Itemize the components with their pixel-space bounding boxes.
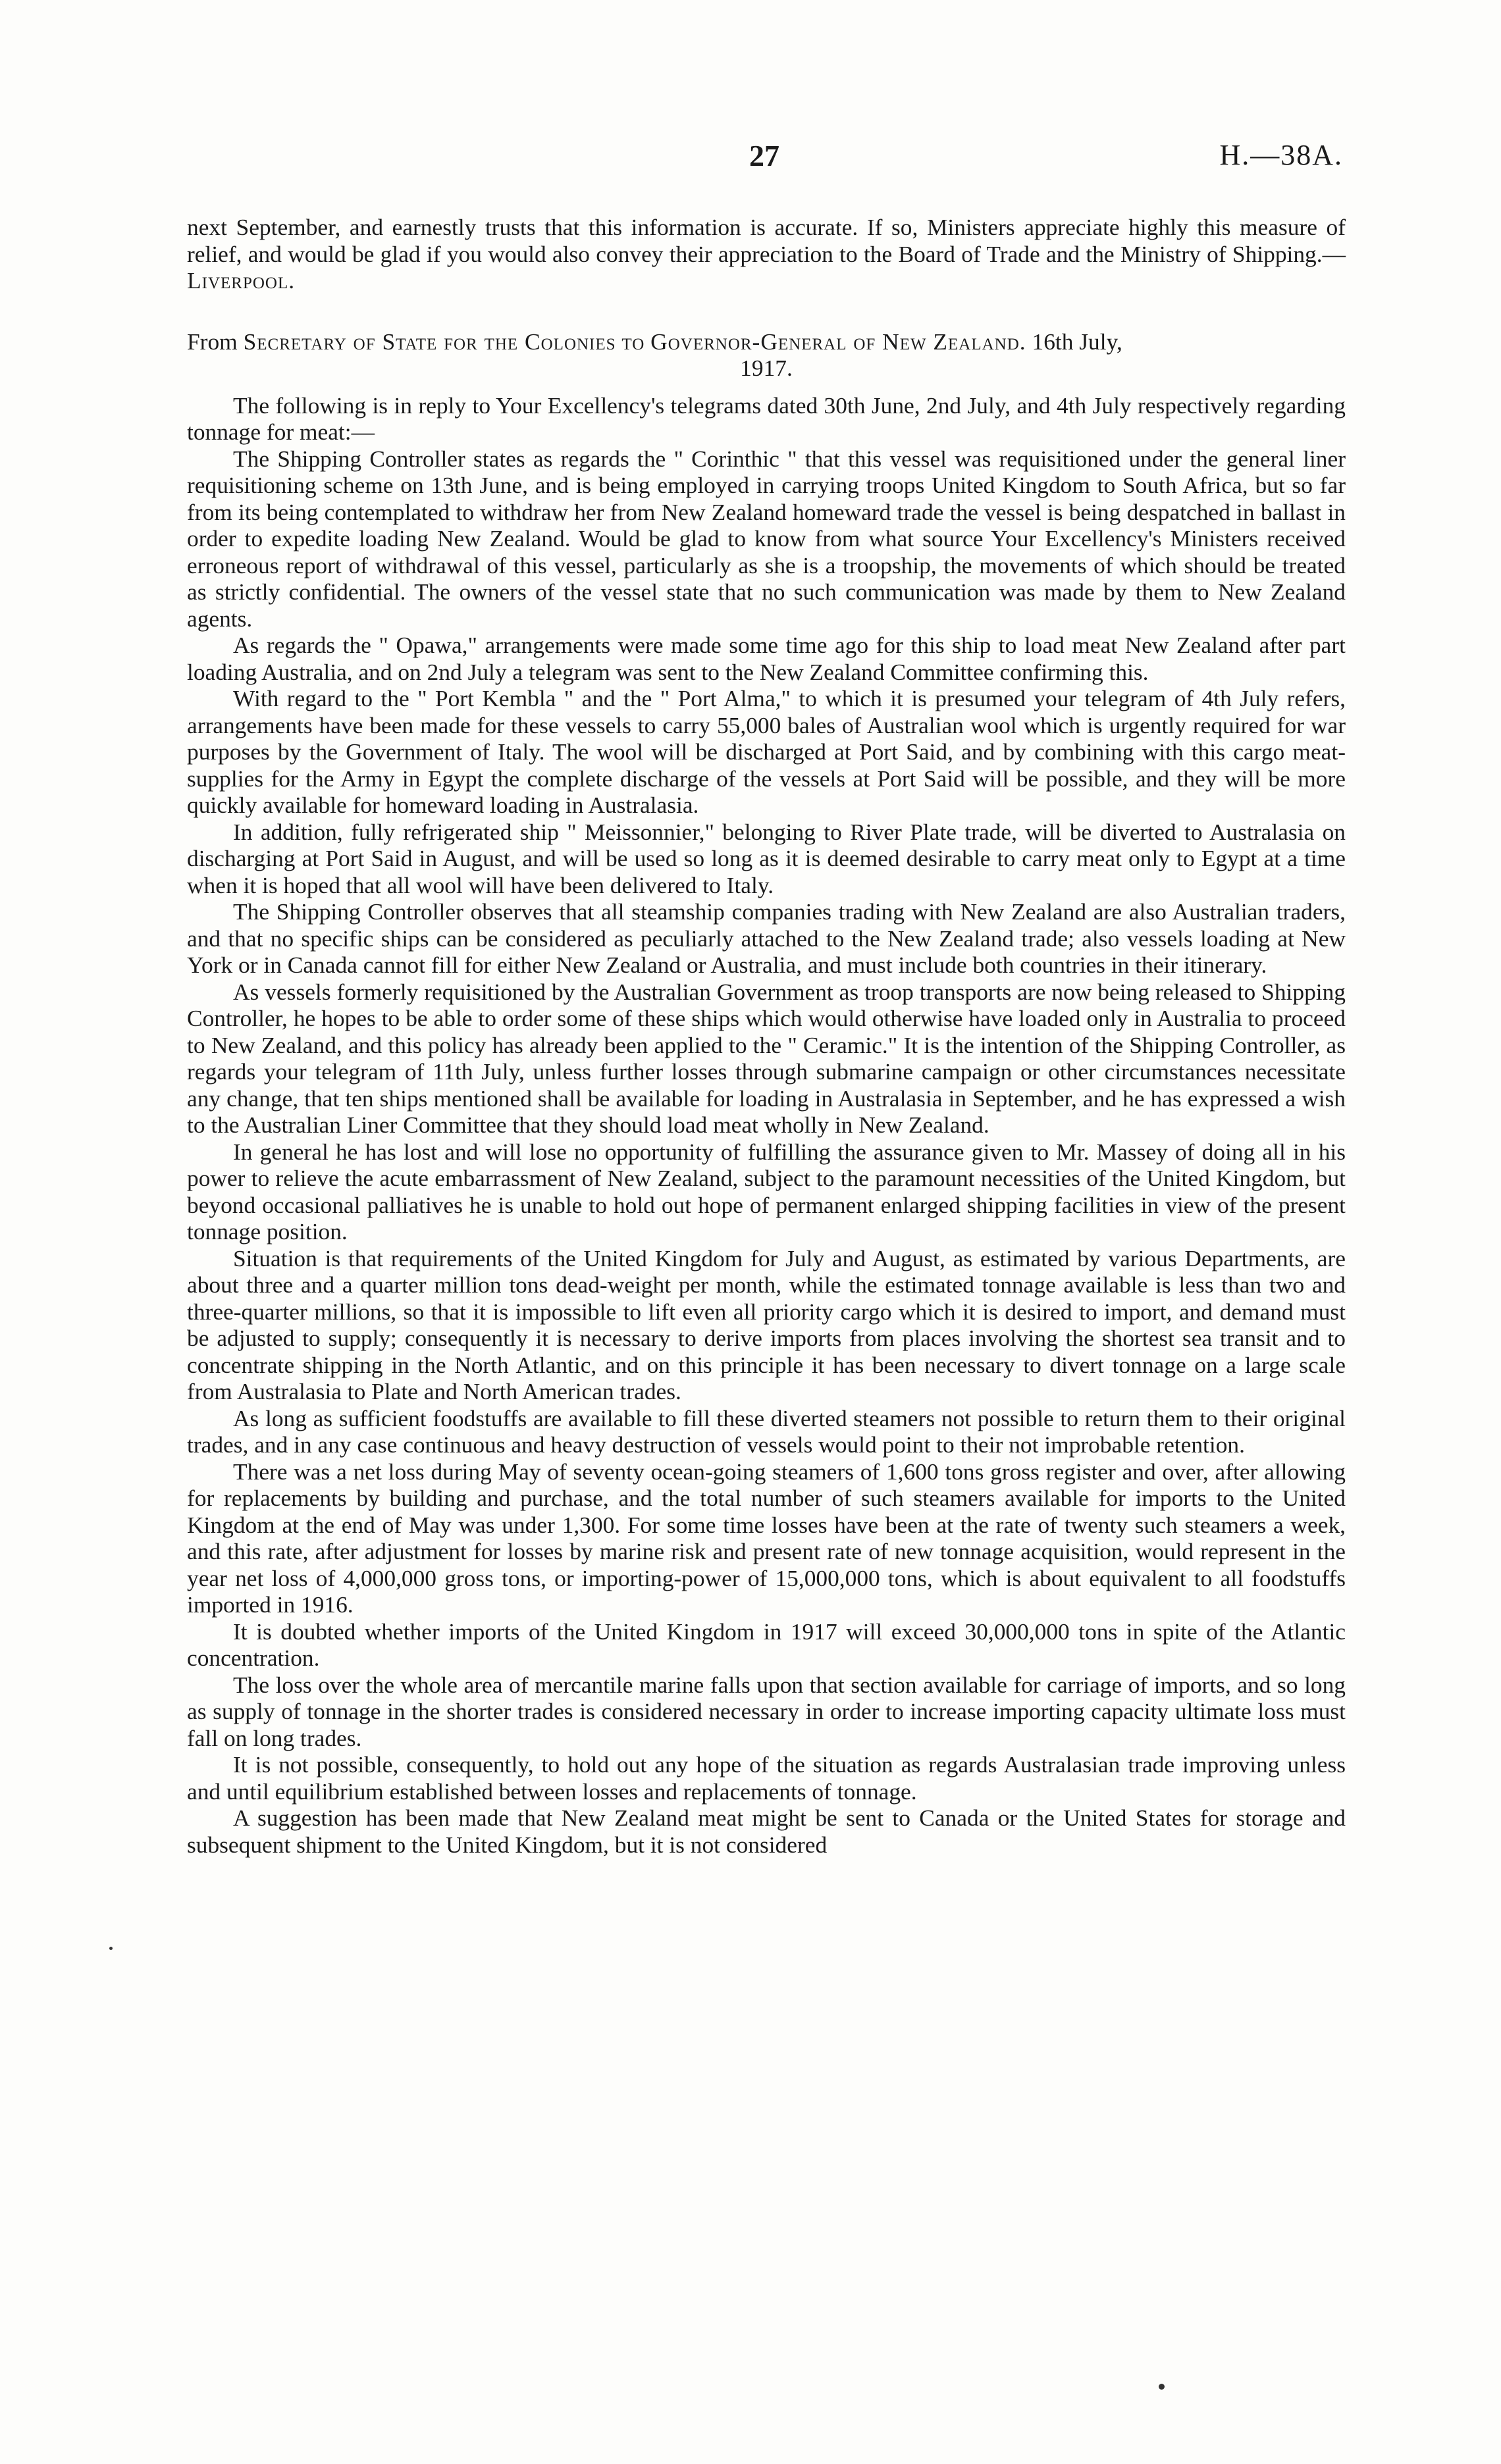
heading-to-label: to: [621, 328, 645, 355]
body-paragraph-10: As long as sufficient foodstuffs are available to fill these diverted steamers not possible to return them to their original trades, and in any case continuous and heavy destruction of vessels would point to their not improbable retention.: [187, 1404, 1346, 1458]
body-paragraph-4: With regard to the " Port Kembla " and the " Port Alma," to which it is presumed your telegram of 4th July refers, arrangements have been made for these vessels to carry 55,000 bales of Australian wool which is urgently required for war purposes by the Government of Italy. The wool will be discharged at Port Said, and by combining with this cargo meat-supplies for the Army in Egypt the complete discharge of the vessels at Port Said will be possible, and they will be more quickly available for homeward loading in Australasia.: [187, 685, 1346, 818]
telegram-heading: [187, 328, 1346, 382]
body-paragraph-12: It is doubted whether imports of the United Kingdom in 1917 will exceed 30,000,000 tons in spite of the Atlantic concentration.: [187, 1618, 1346, 1671]
heading-year: 1917.: [740, 355, 793, 381]
intro-text: next September, and earnestly trusts that this information is accurate. If so, Ministers appreciate highly this measure of relief, and would be glad if you would also convey their appreciation to the Board of Trade and the Ministry of Shipping.—: [187, 214, 1346, 267]
ink-speck: [1159, 2384, 1165, 2390]
body-paragraph-7: As vessels formerly requisitioned by the Australian Government as troop transports are now being released to Shipping Controller, he hopes to be able to order some of these ships which would otherwise have loaded only in Australia to proceed to New Zealand, and this policy has already been applied to the " Ceramic." It is the intention of the Shipping Controller, as regards your telegram of 11th July, unless further losses through submarine campaign or other circumstances necessitate any change, that ten ships mentioned shall be available for loading in Australasia in September, and he has expressed a wish to the Australian Liner Committee that they should load meat wholly in New Zealand.: [187, 978, 1346, 1138]
body-paragraph-11: There was a net loss during May of seventy ocean-going steamers of 1,600 tons gross register and over, after allowing for replacements by building and purchase, and the total number of such steamers available for imports to the United Kingdom at the end of May was under 1,300. For some time losses have been at the rate of twenty such steamers a week, and this rate, after adjustment for losses by marine risk and present rate of new tonnage acquisition, would represent in the year net loss of 4,000,000 gross tons, or importing-power of 15,000,000 tons, which is about equivalent to all foodstuffs imported in 1916.: [187, 1458, 1346, 1618]
document-body: [187, 214, 1346, 1858]
page-number: 27: [749, 139, 779, 172]
heading-date: 16th July,: [1032, 328, 1122, 355]
body-paragraph-3: As regards the " Opawa," arrangements were made some time ago for this ship to load meat New Zealand after part loading Australia, and on 2nd July a telegram was sent to the New Zealand Committee confirming this.: [187, 632, 1346, 685]
ink-speck-left: [109, 1947, 113, 1950]
intro-signature: Liverpool.: [187, 267, 296, 294]
series-reference: H.—38A.: [1219, 139, 1343, 171]
body-paragraph-6: The Shipping Controller observes that all steamship companies trading with New Zealand are also Australian traders, and that no specific ships can be considered as peculiarly attached to the New Zealand trade; also vessels loading at New York or in Canada cannot fill for either New Zealand or Australia, and must include both countries in their itinerary.: [187, 898, 1346, 978]
page-header: [0, 138, 1501, 178]
body-paragraph-14: It is not possible, consequently, to hold out any hope of the situation as regards Australasian trade improving unless and until equilibrium established between losses and replacements of tonnage.: [187, 1751, 1346, 1805]
body-paragraph-5: In addition, fully refrigerated ship " Meissonnier," belonging to River Plate trade, will be diverted to Australasia on discharging at Port Said in August, and will be used so long as it is deemed desirable to carry meat only to Egypt at a time when it is hoped that all wool will have been delivered to Italy.: [187, 818, 1346, 898]
heading-from-label: From: [187, 328, 238, 355]
heading-recipient: Governor-General of New Zealand.: [650, 328, 1026, 355]
body-paragraph-2: The Shipping Controller states as regards the " Corinthic " that this vessel was requisitioned under the general liner requisitioning scheme on 13th June, and is being employed in carrying troops United Kingdom to South Africa, but so far from its being contemplated to withdraw her from New Zealand homeward trade the vessel is being despatched in ballast in order to expedite loading New Zealand. Would be glad to know from what source Your Excellency's Ministers received erroneous report of withdrawal of this vessel, particularly as she is a troopship, the movements of which should be treated as strictly confidential. The owners of the vessel state that no such communication was made by them to New Zealand agents.: [187, 445, 1346, 632]
body-paragraph-9: Situation is that requirements of the United Kingdom for July and August, as estimated by various Departments, are about three and a quarter million tons dead-weight per month, while the estimated tonnage available is less than two and three-quarter millions, so that it is impossible to lift even all priority cargo which it is desired to import, and demand must be adjusted to supply; consequently it is necessary to derive imports from places involving the shortest sea transit and to concentrate shipping in the North Atlantic, and on this principle it has been necessary to divert tonnage on a large scale from Australasia to Plate and North American trades.: [187, 1245, 1346, 1404]
heading-sender: Secretary of State for the Colonies: [243, 328, 616, 355]
body-paragraph-13: The loss over the whole area of mercantile marine falls upon that section available for carriage of imports, and so long as supply of tonnage in the shorter trades is considered necessary in order to increase importing capacity ultimate loss must fall on long trades.: [187, 1671, 1346, 1751]
body-paragraph-1: The following is in reply to Your Excellency's telegrams dated 30th June, 2nd July, and 4th July respectively regarding tonnage for meat:—: [187, 392, 1346, 445]
intro-paragraph: [187, 214, 1346, 294]
body-paragraph-15: A suggestion has been made that New Zealand meat might be sent to Canada or the United States for storage and subsequent shipment to the United Kingdom, but it is not considered: [187, 1805, 1346, 1858]
body-paragraph-8: In general he has lost and will lose no opportunity of fulfilling the assurance given to Mr. Massey of doing all in his power to relieve the acute embarrassment of New Zealand, subject to the paramount necessities of the United Kingdom, but beyond occasional palliatives he is unable to hold out hope of permanent enlarged shipping facilities in view of the present tonnage position.: [187, 1138, 1346, 1245]
